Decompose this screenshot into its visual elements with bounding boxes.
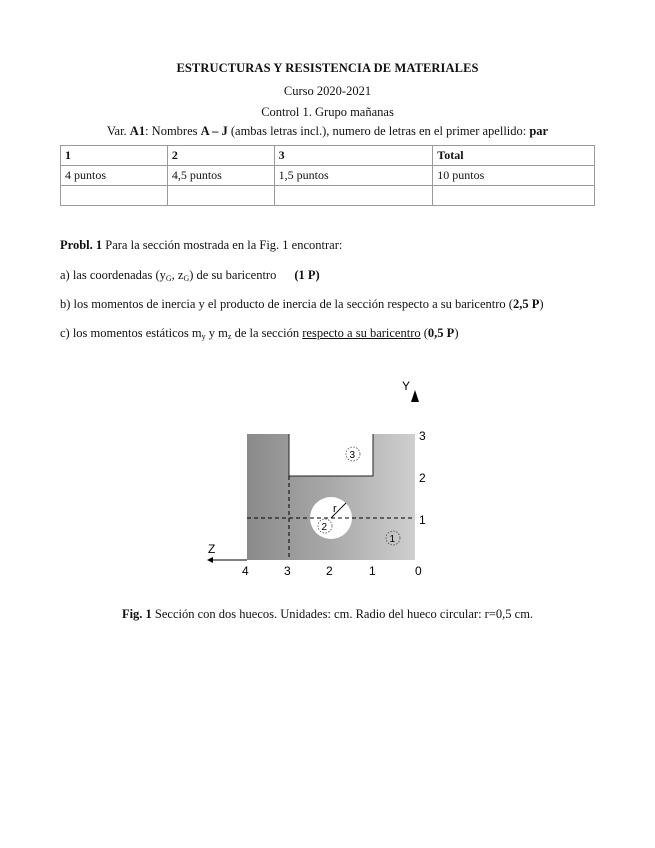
table-header-cell: Total	[433, 146, 595, 166]
section-figure	[195, 370, 445, 585]
question-c-points: 0,5 P	[427, 326, 455, 340]
rectangular-hole	[289, 434, 373, 476]
table-cell: 4,5 puntos	[167, 166, 274, 186]
z-tick: 1	[369, 564, 376, 578]
table-header-cell: 1	[61, 146, 168, 166]
underlined-phrase: respecto a su baricentro	[302, 326, 421, 340]
control-line: Control 1. Grupo mañanas	[261, 105, 394, 119]
variant-line	[0, 124, 655, 139]
question-a-points: (1 P)	[294, 268, 320, 282]
table-cell[interactable]	[433, 186, 595, 206]
variant-code: A1	[129, 124, 146, 138]
table-cell: 10 puntos	[433, 166, 595, 186]
region-2-label: 2	[321, 522, 328, 533]
question-b-points: 2,5 P	[512, 297, 540, 311]
z-tick: 2	[326, 564, 333, 578]
figure-caption: Fig. 1 Sección con dos huecos. Unidades: cm. Radio del hueco circular: r=0,5 cm.	[121, 607, 534, 621]
course-line: Curso 2020-2021	[283, 84, 372, 98]
table-header-row	[61, 146, 595, 166]
region-1-label: 1	[389, 534, 396, 545]
variant-range: A – J	[200, 124, 228, 138]
y-axis-label: Y	[402, 379, 411, 393]
exam-title: ESTRUCTURAS Y RESISTENCIA DE MATERIALES	[176, 61, 479, 75]
caption-label: Fig. 1	[121, 607, 152, 621]
table-row	[61, 166, 595, 186]
variant-prefix: Var.	[106, 124, 130, 138]
question-c: c) los momentos estáticos $m_y$ y $m_z$ de la sección respecto a su baricentro (0,5 P)	[60, 326, 459, 341]
y-tick: 1	[419, 513, 426, 527]
z-tick: 0	[415, 564, 422, 578]
problem-intro: Probl. 1 Para la sección mostrada en la Fig. 1 encontrar:	[60, 238, 343, 252]
y-axis-arrow-icon	[411, 390, 419, 402]
table-cell[interactable]	[167, 186, 274, 206]
table-cell: 4 puntos	[61, 166, 168, 186]
table-header-cell: 2	[167, 146, 274, 166]
table-cell[interactable]	[61, 186, 168, 206]
y-tick: 2	[419, 471, 426, 485]
z-tick: 4	[242, 564, 249, 578]
region-3-label: 3	[349, 450, 356, 461]
question-a: a) las coordenadas ($y_G$, $z_G$) de su baricentro (1 P)	[60, 268, 320, 283]
table-cell[interactable]	[274, 186, 433, 206]
problem-label: Probl. 1	[60, 238, 103, 252]
variant-mid1: : Nombres	[145, 124, 201, 138]
table-row-empty	[61, 186, 595, 206]
z-axis-label: Z	[208, 542, 216, 556]
z-tick: 3	[284, 564, 291, 578]
table-cell: 1,5 puntos	[274, 166, 433, 186]
y-tick: 3	[419, 429, 426, 443]
table-header-cell: 3	[274, 146, 433, 166]
variant-parity: par	[529, 124, 549, 138]
variant-mid2: (ambas letras incl.), numero de letras en el primer apellido:	[227, 124, 530, 138]
scores-table	[60, 145, 595, 206]
question-b: b) los momentos de inercia y el producto de inercia de la sección respecto a su baricentro (2,5 P)	[60, 297, 544, 311]
radius-label: r	[333, 503, 337, 515]
